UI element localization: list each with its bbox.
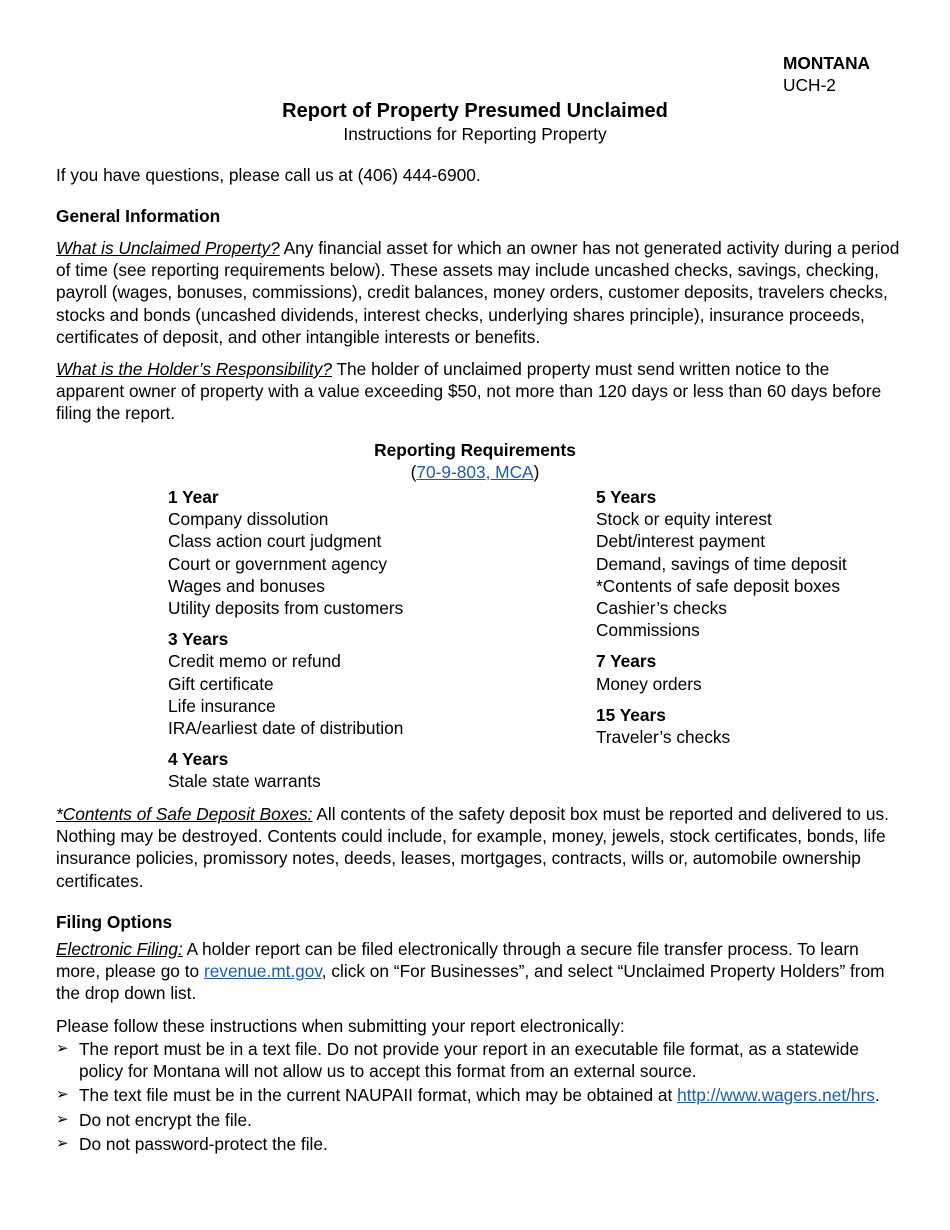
page-subtitle: Instructions for Reporting Property: [343, 124, 607, 144]
period-item: Credit memo or refund: [168, 651, 341, 672]
arrow-bullet-icon: ➢: [56, 1086, 69, 1104]
naupa-format-link[interactable]: http://www.wagers.net/hrs: [677, 1085, 875, 1106]
period-heading: 1 Year: [168, 487, 219, 507]
period-item: Class action court judgment: [168, 531, 382, 552]
period-group: [168, 628, 498, 739]
revenue-site-link[interactable]: revenue.mt.gov: [203, 961, 322, 982]
electronic-filing-paragraph: [56, 938, 901, 1005]
requirements-right-column: [596, 486, 926, 757]
period-item: Money orders: [596, 673, 702, 694]
period-group: [168, 486, 498, 619]
general-info-heading: General Information: [56, 206, 221, 226]
period-item: Stale state warrants: [168, 771, 321, 792]
instruction-list: [56, 1038, 901, 1157]
filing-options-heading: Filing Options: [56, 912, 173, 932]
list-item: [56, 1038, 901, 1082]
electronic-filing-label: Electronic Filing:: [56, 939, 183, 959]
period-item: Traveler’s checks: [596, 727, 731, 748]
contact-line: If you have questions, please call us at (406) 444-6900.: [56, 165, 481, 185]
statute-link[interactable]: 70-9-803, MCA: [416, 462, 534, 482]
period-group: [596, 704, 926, 748]
list-item-text: The report must be in a text file. Do not provide your report in an executable file format, as a statewide policy for Montana will not allow us to accept this format from an external source.: [79, 1039, 859, 1082]
period-item: Demand, savings of time deposit: [596, 553, 847, 574]
list-item: [56, 1109, 901, 1131]
period-item: Court or government agency: [168, 553, 388, 574]
arrow-bullet-icon: ➢: [56, 1134, 69, 1152]
unclaimed-property-answer: Any financial asset for which an owner has not generated activity during a period of time (see reporting requirements below). These assets may include uncashed checks, savings, checking, payroll (wages, bonuses, commissions), credit balances, money orders, customer deposits, travelers checks, stocks and bonds (uncashed dividends, interest checks, underlying shares principle), insurance proceeds, certificates of deposit, and other intangible interests or benefits.: [56, 238, 900, 347]
list-item-text: Do not encrypt the file.: [79, 1109, 252, 1130]
list-item-text: Do not password-protect the file.: [79, 1133, 328, 1154]
requirements-left-column: [168, 486, 498, 802]
state-label: MONTANA: [783, 53, 871, 73]
period-item: Cashier’s checks: [596, 598, 727, 619]
unclaimed-property-paragraph: [56, 237, 901, 348]
electronic-filing-text-end: , click on “For Businesses”, and select “Unclaimed Property Holders” from the drop down list.: [56, 961, 885, 1004]
list-item: [56, 1133, 901, 1155]
period-item: *Contents of safe deposit boxes: [596, 575, 841, 596]
period-group: [168, 748, 498, 792]
unclaimed-property-question: What is Unclaimed Property?: [56, 238, 280, 258]
period-heading: 7 Years: [596, 651, 657, 672]
period-group: [596, 650, 926, 694]
instructions-intro: Please follow these instructions when submitting your report electronically:: [56, 1016, 625, 1036]
period-item: Company dissolution: [168, 509, 329, 530]
safe-deposit-label: *Contents of Safe Deposit Boxes:: [56, 804, 313, 824]
period-item: Commissions: [596, 620, 700, 641]
period-heading: 5 Years: [596, 487, 657, 507]
electronic-filing-text: A holder report can be filed electronically through a secure file transfer process. To learn more, please go to: [56, 939, 859, 982]
paren-close: ): [533, 462, 540, 482]
period-item: Debt/interest payment: [596, 531, 766, 552]
holder-responsibility-answer: The holder of unclaimed property must send written notice to the apparent owner of property with a value exceeding $50, not more than 120 days or less than 60 days before filing the report.: [56, 359, 882, 424]
period-item: Stock or equity interest: [596, 509, 772, 530]
period-item: Utility deposits from customers: [168, 598, 404, 619]
holder-responsibility-question: What is the Holder’s Responsibility?: [56, 359, 332, 379]
period-item: Wages and bonuses: [168, 575, 325, 596]
period-heading: 3 Years: [168, 629, 229, 650]
period-item: Gift certificate: [168, 673, 274, 694]
period-heading: 4 Years: [168, 749, 229, 770]
arrow-bullet-icon: ➢: [56, 1040, 69, 1057]
arrow-bullet-icon: ➢: [56, 1110, 69, 1128]
list-item-text: The text file must be in the current NAUPAII format, which may be obtained at: [79, 1085, 678, 1106]
form-id-block: [783, 52, 870, 96]
page-title: Report of Property Presumed Unclaimed: [282, 100, 668, 122]
statute-reference: [0, 461, 950, 483]
period-item: IRA/earliest date of distribution: [168, 718, 404, 739]
list-item-text-end: .: [874, 1085, 880, 1106]
form-code: UCH-2: [783, 75, 836, 96]
period-group: [596, 486, 926, 641]
list-item: [56, 1084, 901, 1106]
safe-deposit-text: All contents of the safety deposit box must be reported and delivered to us. Nothing may be destroyed. Contents could include, for example, money, jewels, stock certificates, bonds, life insurance policies, promissory notes, deeds, leases, mortgages, contracts, wills or, automobile ownership certificates.: [56, 804, 889, 891]
reporting-requirements-heading: Reporting Requirements: [374, 440, 576, 460]
period-heading: 15 Years: [596, 704, 666, 725]
safe-deposit-paragraph: [56, 803, 901, 892]
paren-open: (: [410, 462, 417, 482]
holder-responsibility-paragraph: [56, 358, 901, 425]
period-item: Life insurance: [168, 695, 276, 716]
